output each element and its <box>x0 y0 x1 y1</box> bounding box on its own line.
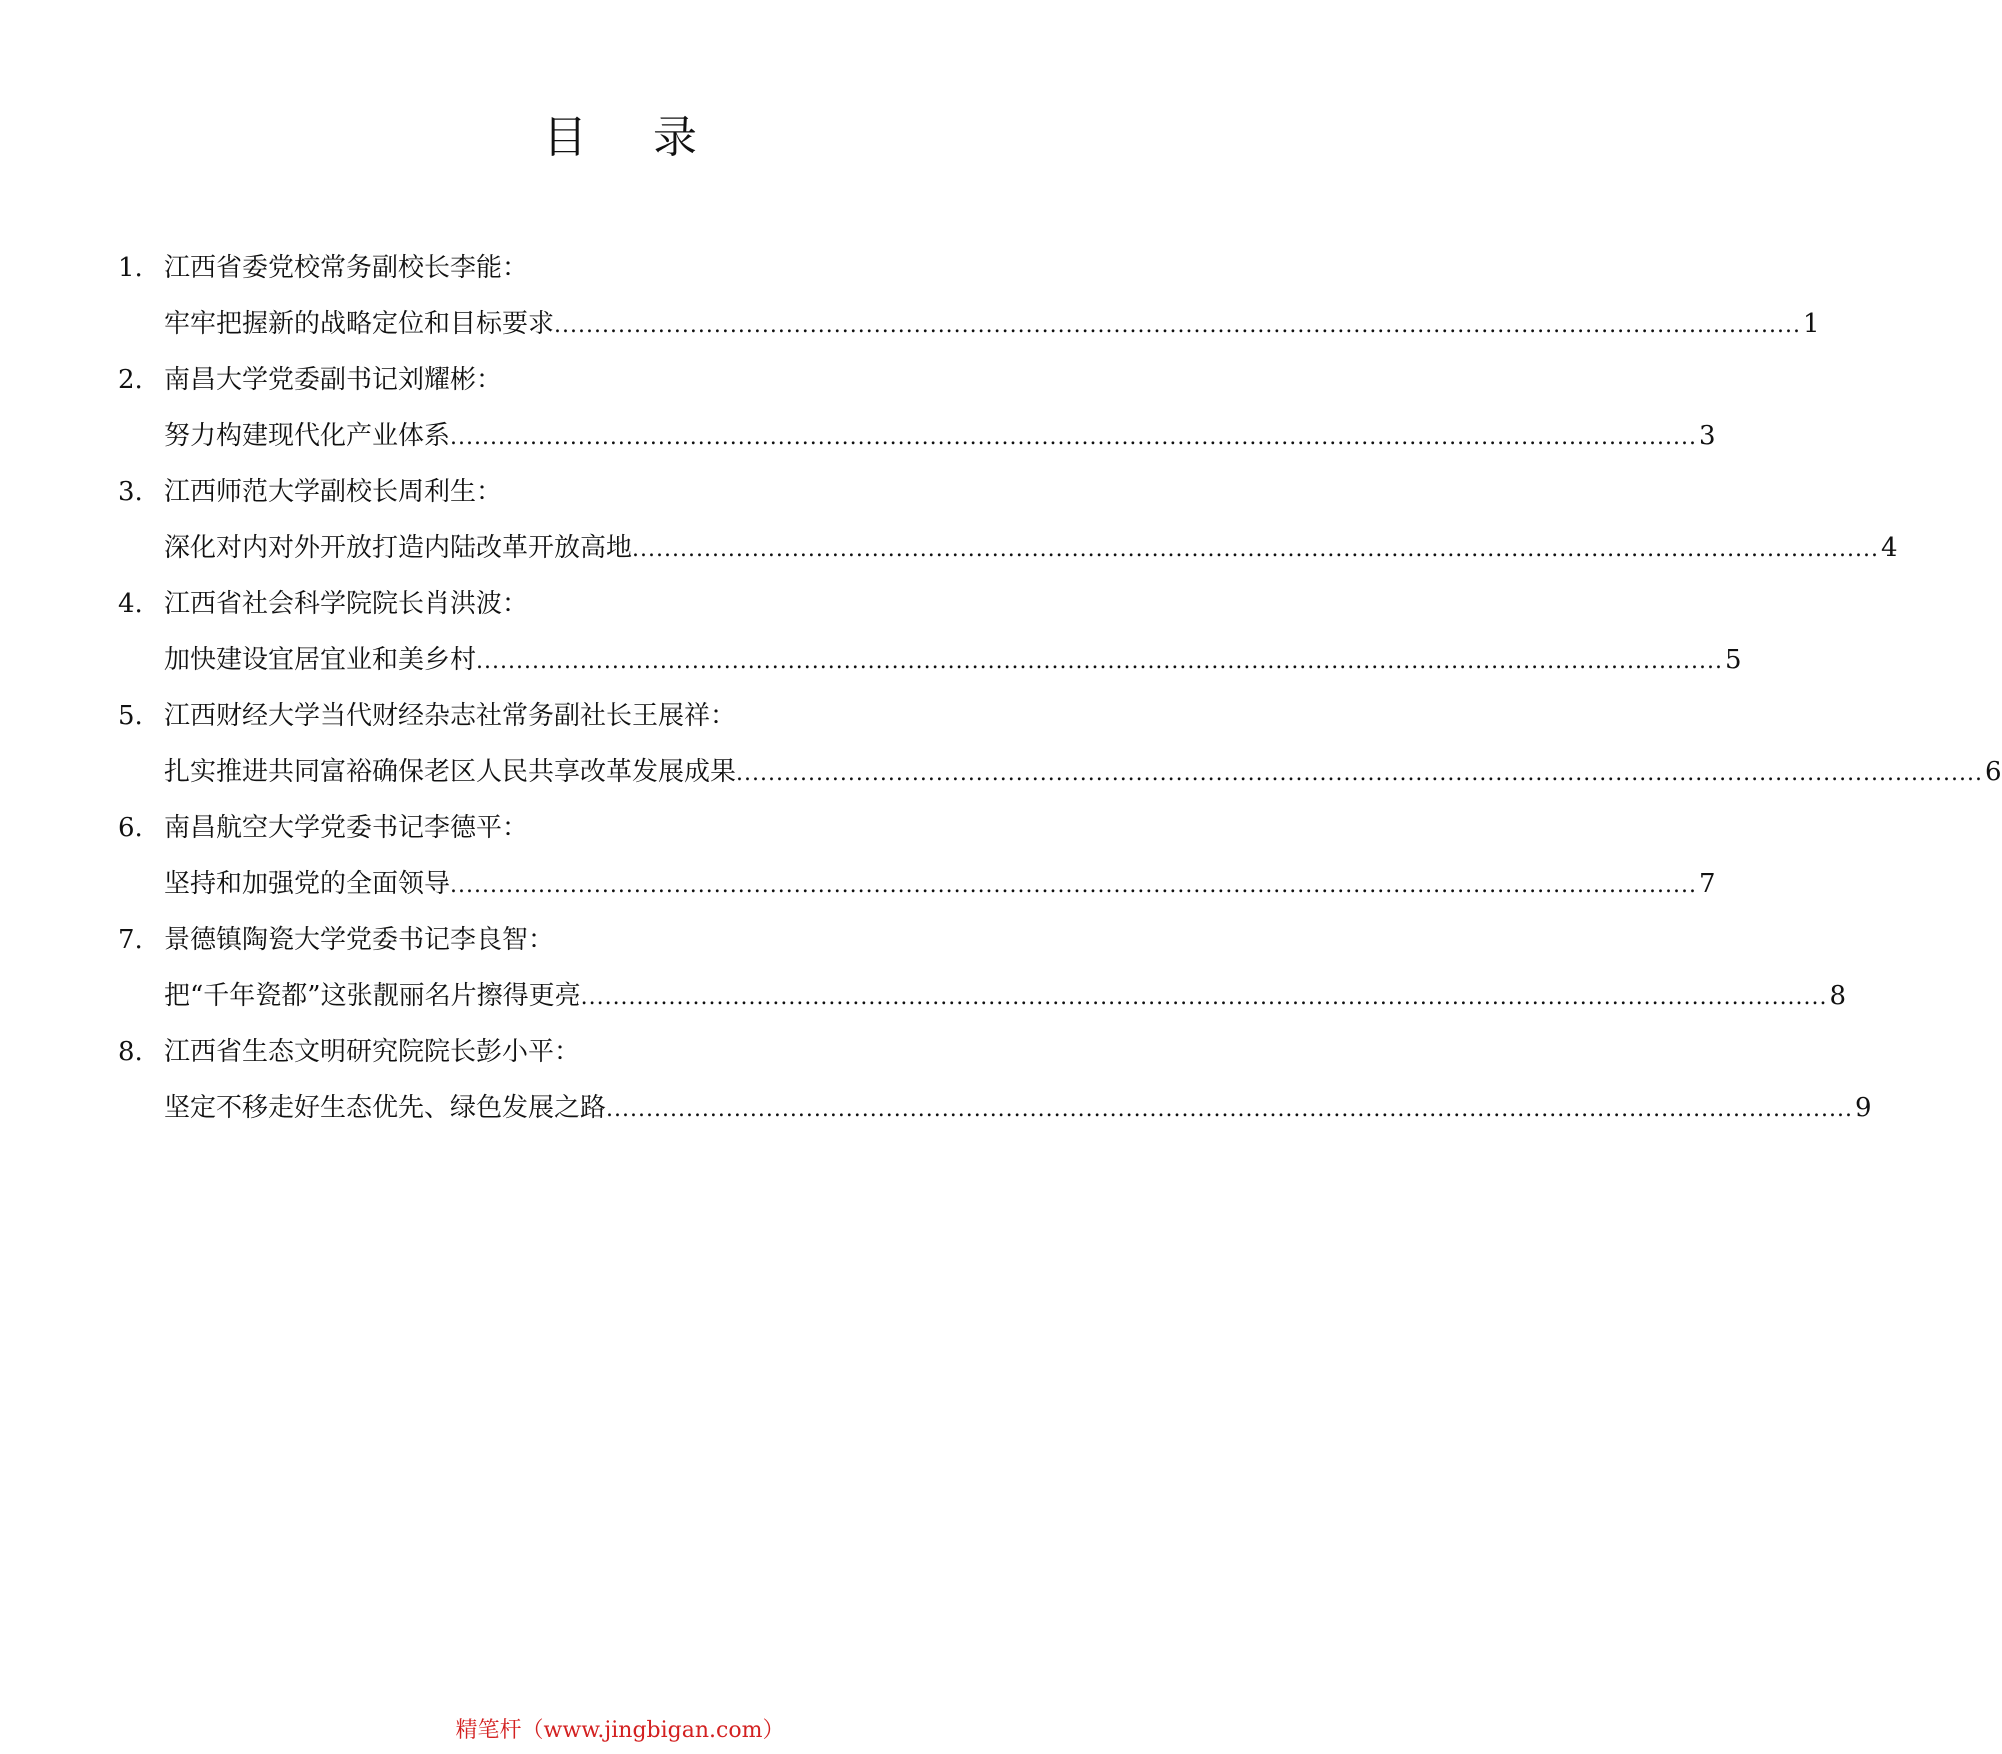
toc-entry[interactable] <box>164 856 1716 912</box>
toc-entry[interactable] <box>164 296 1820 352</box>
toc-number: 2. <box>118 365 143 395</box>
toc-item-5 <box>118 688 2002 800</box>
toc-author: 江西财经大学当代财经杂志社常务副社长王展祥： <box>164 701 737 731</box>
leader-dots: ............................................................................................................................................................ <box>580 985 1828 1010</box>
toc-item-2 <box>118 352 1716 464</box>
toc-author: 江西师范大学副校长周利生： <box>164 477 503 507</box>
toc-item-8 <box>118 1024 1872 1136</box>
toc-entry-title: 坚定不移走好生态优先、绿色发展之路 <box>164 1093 607 1123</box>
toc-entry-title: 努力构建现代化产业体系 <box>164 421 451 451</box>
toc-page-number: 7 <box>1698 869 1716 899</box>
toc-item-6 <box>118 800 1716 912</box>
toc-entry-title: 把“千年瓷都”这张靓丽名片擦得更亮 <box>164 981 581 1011</box>
leader-dots: ............................................................................................................................................................ <box>554 313 1801 338</box>
leader-dots: ............................................................................................................................................................ <box>476 649 1723 674</box>
toc-heading <box>118 352 502 408</box>
page-title: 目 录 <box>543 112 723 163</box>
toc-heading <box>118 912 554 968</box>
toc-author: 江西省社会科学院院长肖洪波： <box>164 589 529 619</box>
toc-number: 4. <box>118 589 143 619</box>
toc-number: 5. <box>118 701 143 731</box>
toc-entry[interactable] <box>164 744 2002 800</box>
toc-entry-title: 加快建设宜居宜业和美乡村 <box>164 645 477 675</box>
toc-entry[interactable] <box>164 1080 1872 1136</box>
toc-heading <box>118 688 736 744</box>
toc-page-number: 3 <box>1698 421 1716 451</box>
leader-dots: ............................................................................................................................................................ <box>736 761 1983 786</box>
toc-number: 6. <box>118 813 143 843</box>
toc-entry-title: 坚持和加强党的全面领导 <box>164 869 451 899</box>
toc-entry-title: 深化对内对外开放打造内陆改革开放高地 <box>164 533 633 563</box>
toc-entry-title: 扎实推进共同富裕确保老区人民共享改革发展成果 <box>164 757 737 787</box>
toc-entry[interactable] <box>164 520 1898 576</box>
toc-author: 景德镇陶瓷大学党委书记李良智： <box>164 925 555 955</box>
toc-entry[interactable] <box>164 632 1742 688</box>
leader-dots: ............................................................................................................................................................ <box>450 873 1697 898</box>
toc-author: 南昌大学党委副书记刘耀彬： <box>164 365 503 395</box>
toc-number: 7. <box>118 925 143 955</box>
toc-page-number: 4 <box>1880 533 1898 563</box>
toc-page-number: 8 <box>1829 981 1847 1011</box>
watermark-footer: 精笔杆（www.jingbigan.com） <box>455 1718 785 1743</box>
toc-page-number: 6 <box>1984 757 2002 787</box>
toc-entry[interactable] <box>164 968 1847 1024</box>
toc-page-number: 5 <box>1724 645 1742 675</box>
toc-entry[interactable] <box>164 408 1716 464</box>
toc-item-1 <box>118 240 1820 352</box>
leader-dots: ............................................................................................................................................................ <box>632 537 1879 562</box>
toc-author: 南昌航空大学党委书记李德平： <box>164 813 529 843</box>
toc-entry-title: 牢牢把握新的战略定位和目标要求 <box>164 309 555 339</box>
table-of-contents <box>118 240 2002 1136</box>
toc-number: 8. <box>118 1037 143 1067</box>
toc-heading <box>118 576 528 632</box>
toc-heading <box>118 464 502 520</box>
toc-heading <box>118 240 528 296</box>
toc-number: 3. <box>118 477 143 507</box>
toc-author: 江西省生态文明研究院院长彭小平： <box>164 1037 581 1067</box>
toc-page-number: 1 <box>1802 309 1820 339</box>
toc-heading <box>118 800 528 856</box>
toc-item-4 <box>118 576 1742 688</box>
toc-item-7 <box>118 912 1847 1024</box>
toc-item-3 <box>118 464 1898 576</box>
toc-author: 江西省委党校常务副校长李能： <box>164 253 529 283</box>
leader-dots: ............................................................................................................................................................ <box>450 425 1697 450</box>
toc-page-number: 9 <box>1854 1093 1872 1123</box>
leader-dots: ............................................................................................................................................................ <box>606 1097 1853 1122</box>
toc-heading <box>118 1024 580 1080</box>
toc-number: 1. <box>118 253 143 283</box>
